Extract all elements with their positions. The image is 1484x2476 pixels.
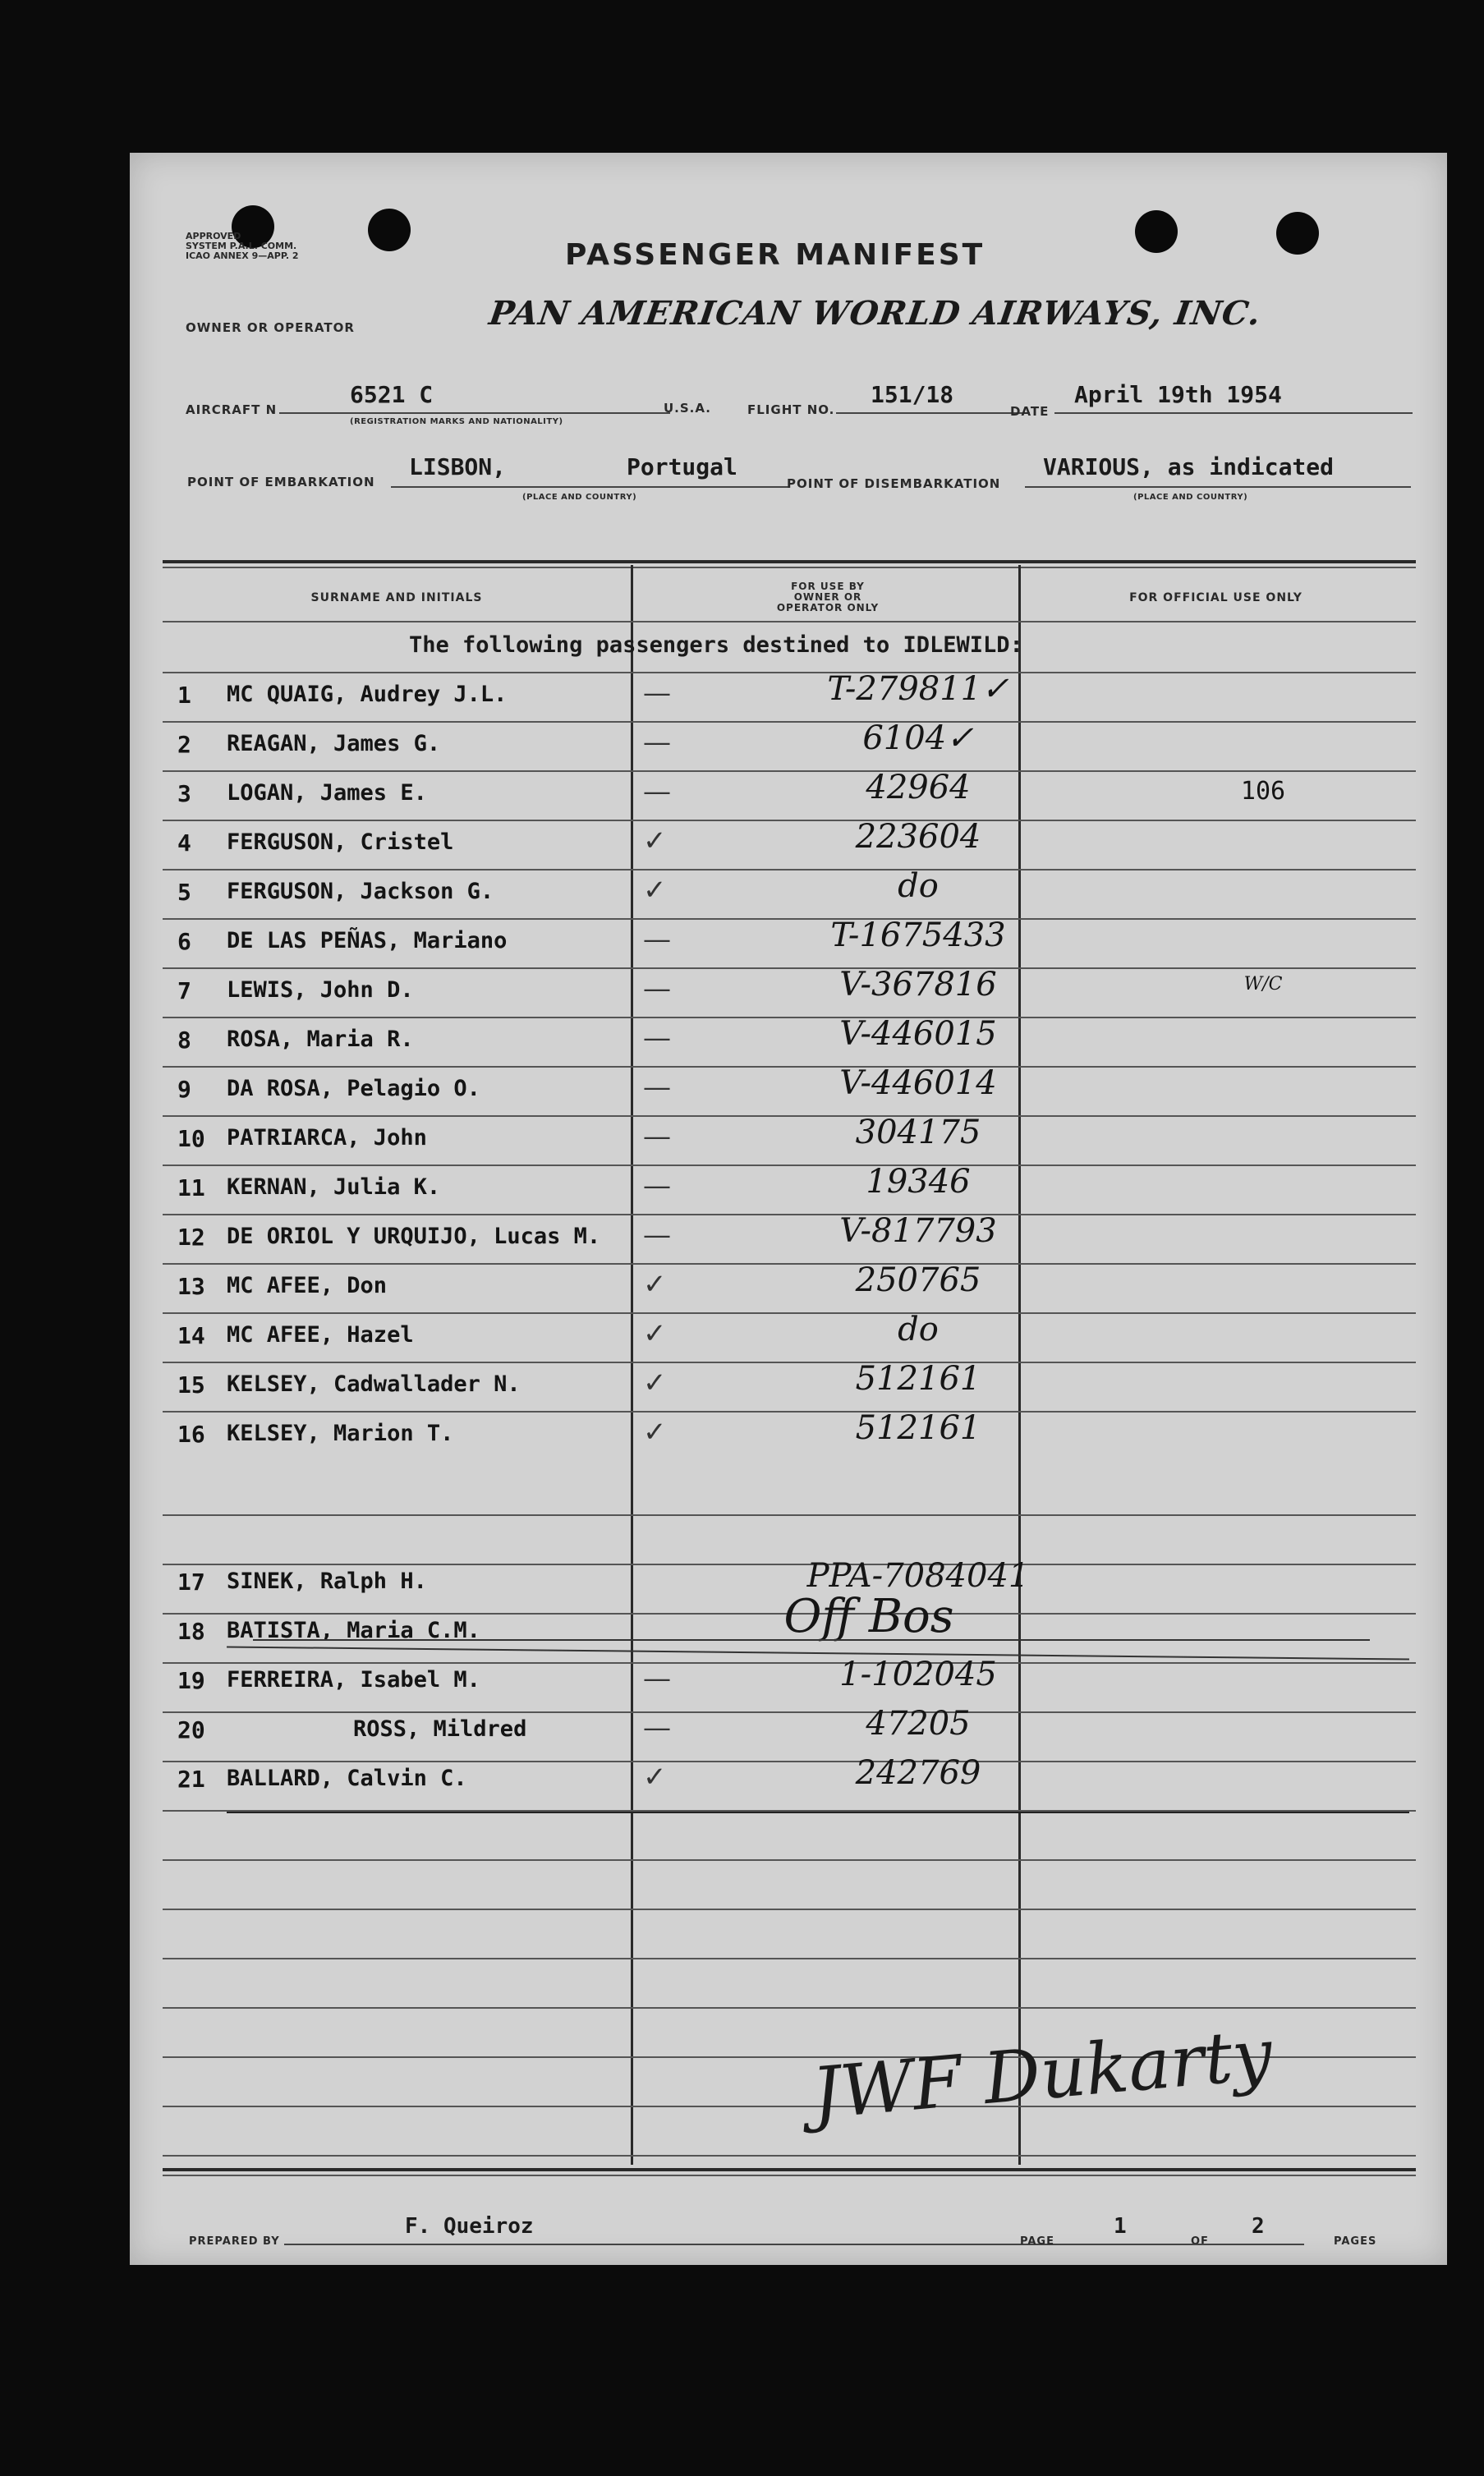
flight-value: 151/18 — [871, 381, 954, 408]
passenger-number: 17 — [177, 1569, 205, 1596]
col-header-official: FOR OFFICIAL USE ONLY — [1129, 591, 1303, 604]
passport-reference: 42964 — [866, 769, 971, 806]
check-mark: — — [643, 1662, 671, 1695]
disembark-underline — [1025, 486, 1411, 488]
approval-line: ICAO ANNEX 9—APP. 2 — [186, 250, 299, 261]
approval-line: APPROVED — [186, 231, 241, 241]
check-mark: ✓ — [643, 825, 667, 857]
table-top-rule — [163, 567, 1416, 568]
passenger-name: SINEK, Ralph H. — [227, 1569, 427, 1594]
flight-underline — [836, 412, 1030, 414]
passenger-number: 14 — [177, 1322, 205, 1349]
table-top-rule — [163, 560, 1416, 563]
passport-reference: 19346 — [866, 1163, 971, 1201]
passport-reference: 250765 — [855, 1261, 981, 1299]
passport-reference: V-446015 — [839, 1015, 997, 1053]
passport-reference: 242769 — [855, 1754, 981, 1792]
official-note: W/C — [1243, 974, 1283, 995]
check-mark: ✓ — [643, 1761, 667, 1794]
aircraft-underline — [279, 412, 670, 414]
passenger-number: 3 — [177, 780, 191, 807]
passenger-number: 12 — [177, 1224, 205, 1251]
passenger-name: KELSEY, Marion T. — [227, 1421, 454, 1446]
date-label: DATE — [1010, 404, 1050, 419]
page-underline — [1058, 2244, 1304, 2245]
check-mark: — — [643, 1169, 671, 1202]
passenger-number: 13 — [177, 1273, 205, 1300]
embark-label: POINT OF EMBARKATION — [187, 475, 375, 489]
page-label: PAGE — [1020, 2235, 1054, 2248]
passenger-number: 21 — [177, 1766, 205, 1793]
country-label: U.S.A. — [664, 401, 711, 416]
passenger-name: PATRIARCA, John — [227, 1125, 427, 1151]
col-header-owner: FOR USE BY OWNER OR OPERATOR ONLY — [776, 581, 880, 613]
manifest-sheet — [130, 153, 1447, 2265]
passport-reference: 512161 — [855, 1360, 981, 1398]
check-mark: — — [643, 775, 671, 808]
passenger-name: BALLARD, Calvin C. — [227, 1766, 467, 1791]
page-total: 2 — [1252, 2214, 1265, 2239]
check-mark: — — [643, 923, 671, 956]
passenger-number: 8 — [177, 1027, 191, 1054]
operator-name: PAN AMERICAN WORLD AIRWAYS, INC. — [486, 294, 1264, 333]
passport-reference: 304175 — [855, 1114, 981, 1151]
passenger-name: ROSA, Maria R. — [227, 1027, 414, 1052]
passenger-name: FERREIRA, Isabel M. — [227, 1667, 480, 1693]
passport-reference: Off Bos — [783, 1590, 954, 1643]
passport-reference: do — [898, 867, 939, 905]
disembark-label: POINT OF DISEMBARKATION — [787, 476, 1001, 491]
separator-stroke — [253, 1639, 1370, 1641]
check-mark: — — [643, 972, 671, 1005]
passenger-name: DE LAS PEÑAS, Mariano — [227, 928, 508, 953]
prepared-underline — [284, 2244, 1115, 2245]
passenger-number: 20 — [177, 1716, 205, 1743]
table-bottom-rule — [163, 2168, 1416, 2171]
passenger-name: MC AFEE, Don — [227, 1273, 388, 1298]
embark-country: Portugal — [627, 453, 737, 480]
passenger-name: MC QUAIG, Audrey J.L. — [227, 682, 508, 707]
of-label: OF — [1191, 2235, 1209, 2248]
disembark-sub: (PLACE AND COUNTRY) — [1133, 493, 1248, 502]
embark-sub: (PLACE AND COUNTRY) — [522, 493, 637, 502]
aircraft-label: AIRCRAFT N — [186, 402, 278, 417]
passport-reference: PPA-7084041 — [806, 1557, 1030, 1595]
official-note: 106 — [1240, 777, 1286, 806]
approval-line: SYSTEM P.A.L. COMM. — [186, 241, 297, 251]
date-underline — [1054, 412, 1413, 414]
prepared-label: PREPARED BY — [189, 2235, 280, 2248]
check-mark: — — [643, 1120, 671, 1153]
check-mark: — — [643, 726, 671, 759]
check-mark: ✓ — [643, 1367, 667, 1399]
passport-reference: 47205 — [866, 1705, 971, 1743]
check-mark: ✓ — [643, 874, 667, 907]
passenger-number: 6 — [177, 928, 191, 955]
passenger-number: 7 — [177, 977, 191, 1004]
signature: JWF Dukarty — [808, 2013, 1276, 2136]
passenger-name: FERGUSON, Jackson G. — [227, 879, 494, 904]
passenger-number: 16 — [177, 1421, 205, 1448]
passport-reference: 1-102045 — [839, 1656, 997, 1693]
aircraft-value: 6521 C — [350, 381, 434, 408]
passenger-number: 5 — [177, 879, 191, 906]
embark-underline — [391, 486, 788, 488]
date-value: April 19th 1954 — [1074, 381, 1282, 408]
passport-reference: V-446014 — [839, 1064, 997, 1102]
header-rule — [163, 621, 1416, 622]
check-mark: — — [643, 1219, 671, 1252]
passenger-number: 1 — [177, 682, 191, 709]
passport-reference: V-817793 — [839, 1212, 997, 1250]
passport-reference: 512161 — [855, 1409, 981, 1447]
disembark-value: VARIOUS, as indicated — [1043, 453, 1335, 480]
passenger-name: KERNAN, Julia K. — [227, 1174, 441, 1200]
passenger-number: 9 — [177, 1076, 191, 1103]
passport-reference: 6104✓ — [862, 719, 974, 757]
passenger-number: 15 — [177, 1371, 205, 1399]
ruled-line — [163, 1859, 1416, 1861]
approval-note — [186, 232, 299, 261]
flight-label: FLIGHT NO. — [747, 402, 835, 417]
passport-reference: V-367816 — [839, 966, 997, 1004]
ruled-line — [163, 1514, 1416, 1516]
ruled-line — [163, 1909, 1416, 1910]
column-divider — [631, 565, 633, 2165]
check-mark: ✓ — [643, 1268, 667, 1301]
pages-label: PAGES — [1334, 2235, 1377, 2248]
passenger-name: MC AFEE, Hazel — [227, 1322, 414, 1348]
ruled-line — [163, 2155, 1416, 2157]
destination-note: The following passengers destined to IDLEWILD: — [409, 632, 1023, 658]
ruled-line — [163, 2007, 1416, 2009]
punch-hole — [368, 209, 411, 251]
check-mark: ✓ — [643, 1317, 667, 1350]
passenger-number: 11 — [177, 1174, 205, 1201]
prepared-by: F. Queiroz — [405, 2214, 534, 2239]
passenger-name: REAGAN, James G. — [227, 731, 441, 756]
passenger-name: DE ORIOL Y URQUIJO, Lucas M. — [227, 1224, 601, 1249]
aircraft-sub: (REGISTRATION MARKS AND NATIONALITY) — [350, 417, 563, 426]
passenger-name: LEWIS, John D. — [227, 977, 414, 1003]
passenger-name: DA ROSA, Pelagio O. — [227, 1076, 480, 1101]
strike-through-line — [227, 1812, 1409, 1813]
passenger-name: LOGAN, James E. — [227, 780, 427, 806]
table-bottom-rule — [163, 2175, 1416, 2176]
passport-reference: 223604 — [855, 818, 981, 856]
passenger-number: 2 — [177, 731, 191, 758]
page-number: 1 — [1114, 2214, 1127, 2239]
passenger-name: ROSS, Mildred — [353, 1716, 527, 1742]
passport-reference: T-1675433 — [830, 916, 1006, 954]
punch-hole — [1135, 210, 1178, 253]
passenger-name: FERGUSON, Cristel — [227, 829, 454, 855]
check-mark: ✓ — [643, 1416, 667, 1449]
form-title: PASSENGER MANIFEST — [565, 238, 986, 272]
passenger-number: 4 — [177, 829, 191, 857]
passenger-name: BATISTA, Maria C.M. — [227, 1618, 480, 1643]
check-mark: — — [643, 1711, 671, 1744]
passport-reference: T-279811✓ — [827, 670, 1009, 708]
ruled-line — [163, 2106, 1416, 2107]
passport-reference: do — [898, 1311, 939, 1348]
col-header-surname: SURNAME AND INITIALS — [310, 591, 483, 604]
punch-hole — [1276, 212, 1319, 255]
passenger-number: 18 — [177, 1618, 205, 1645]
ruled-line — [163, 1958, 1416, 1959]
owner-label: OWNER OR OPERATOR — [186, 320, 355, 335]
passenger-number: 19 — [177, 1667, 205, 1694]
embark-city: LISBON, — [409, 453, 507, 480]
check-mark: — — [643, 677, 671, 710]
passenger-name: KELSEY, Cadwallader N. — [227, 1371, 521, 1397]
check-mark: — — [643, 1022, 671, 1054]
passenger-number: 10 — [177, 1125, 205, 1152]
check-mark: — — [643, 1071, 671, 1104]
